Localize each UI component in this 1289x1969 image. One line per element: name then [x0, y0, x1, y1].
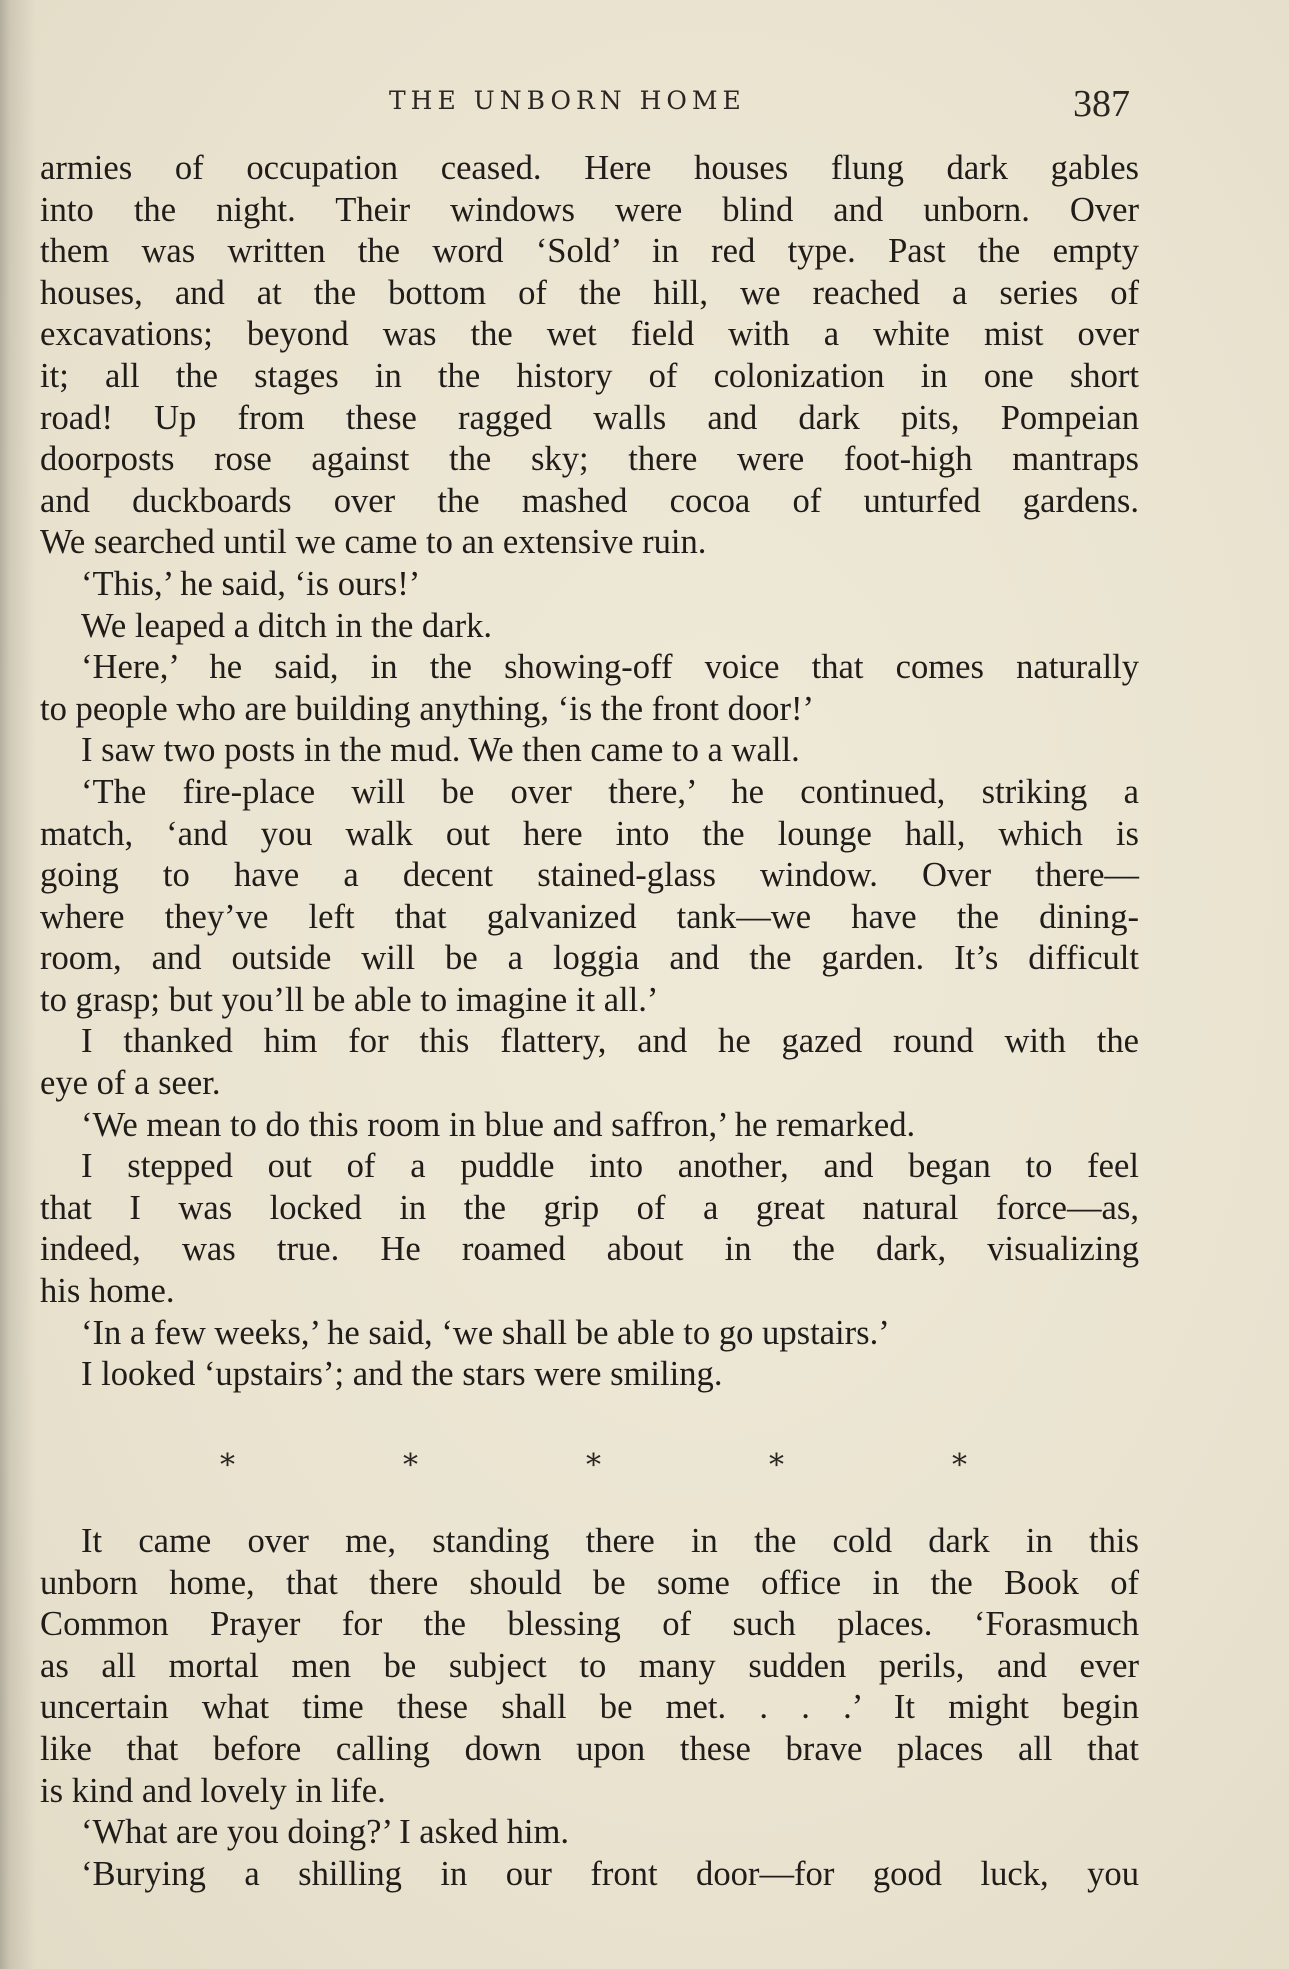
- section-break-star: *: [403, 1448, 418, 1483]
- text-line: ‘Burying a shilling in our front door—for good luck, you: [81, 1854, 1139, 1893]
- text-line: I saw two posts in the mud. We then came to a wall.: [81, 731, 800, 770]
- text-line: I stepped out of a puddle into another, and began to feel: [81, 1147, 1139, 1186]
- text-line: indeed, was true. He roamed about in the dark, visualizing: [40, 1230, 1139, 1269]
- text-line: room, and outside will be a loggia and the garden. It’s difficult: [40, 939, 1139, 978]
- text-line: to people who are building anything, ‘is the front door!’: [40, 689, 814, 728]
- text-line: uncertain what time these shall be met. . . .’ It might begin: [40, 1688, 1139, 1727]
- text-line: armies of occupation ceased. Here houses flung dark gables: [40, 149, 1139, 187]
- text-line: Common Prayer for the blessing of such places. ‘Forasmuch: [40, 1605, 1139, 1644]
- text-line: road! Up from these ragged walls and dark pits, Pompeian: [40, 398, 1139, 437]
- text-line: his home.: [40, 1272, 175, 1311]
- text-line: ‘We mean to do this room in blue and saffron,’ he remarked.: [81, 1105, 916, 1144]
- text-line: that I was locked in the grip of a great natural force—as,: [40, 1188, 1139, 1227]
- section-break-star: *: [586, 1448, 601, 1483]
- text-line: houses, and at the bottom of the hill, we reached a series of: [40, 273, 1139, 312]
- text-line: I thanked him for this flattery, and he gazed round with the: [81, 1022, 1139, 1061]
- text-line: ‘This,’ he said, ‘is ours!’: [81, 564, 421, 603]
- text-line: excavations; beyond was the wet field with a white mist over: [40, 315, 1139, 354]
- body-text: [40, 148, 1139, 1396]
- text-line: them was written the word ‘Sold’ in red type. Past the empty: [40, 232, 1139, 271]
- text-line: unborn home, that there should be some office in the Book of: [40, 1563, 1139, 1602]
- page-header: [0, 83, 1289, 126]
- text-line: ‘The fire-place will be over there,’ he continued, striking a: [81, 772, 1139, 811]
- body-text-after-break: [40, 1521, 1139, 1895]
- text-line: as all mortal men be subject to many sudden perils, and ever: [40, 1646, 1139, 1685]
- text-line: ‘What are you doing?’ I asked him.: [81, 1813, 570, 1852]
- text-line: is kind and lovely in life.: [40, 1771, 386, 1810]
- text-line: ‘In a few weeks,’ he said, ‘we shall be able to go upstairs.’: [81, 1313, 890, 1352]
- text-line: It came over me, standing there in the cold dark in this: [81, 1522, 1139, 1560]
- section-break-star: *: [952, 1448, 967, 1483]
- section-break-star: *: [220, 1448, 235, 1483]
- page-number: 387: [1073, 83, 1130, 125]
- text-line: I looked ‘upstairs’; and the stars were smiling.: [81, 1355, 723, 1394]
- text-line: like that before calling down upon these brave places all that: [40, 1729, 1139, 1768]
- text-line: We leaped a ditch in the dark.: [81, 606, 493, 645]
- text-line: where they’ve left that galvanized tank—we have the dining-: [40, 897, 1139, 936]
- section-break: [0, 1448, 1289, 1488]
- text-line: ‘Here,’ he said, in the showing-off voice that comes naturally: [81, 648, 1139, 687]
- text-line: it; all the stages in the history of colonization in one short: [40, 356, 1139, 395]
- section-break-star: *: [769, 1448, 784, 1483]
- text-line: match, ‘and you walk out here into the lounge hall, which is: [40, 814, 1139, 853]
- text-line: eye of a seer.: [40, 1064, 221, 1103]
- text-line: to grasp; but you’ll be able to imagine it all.’: [40, 980, 659, 1019]
- running-title: THE UNBORN HOME: [389, 86, 746, 115]
- text-line: going to have a decent stained-glass window. Over there—: [40, 856, 1139, 895]
- text-line: doorposts rose against the sky; there were foot-high mantraps: [40, 440, 1139, 479]
- text-line: We searched until we came to an extensive ruin.: [40, 523, 707, 562]
- text-line: and duckboards over the mashed cocoa of unturfed gardens.: [40, 481, 1139, 520]
- text-line: into the night. Their windows were blind and unborn. Over: [40, 190, 1139, 229]
